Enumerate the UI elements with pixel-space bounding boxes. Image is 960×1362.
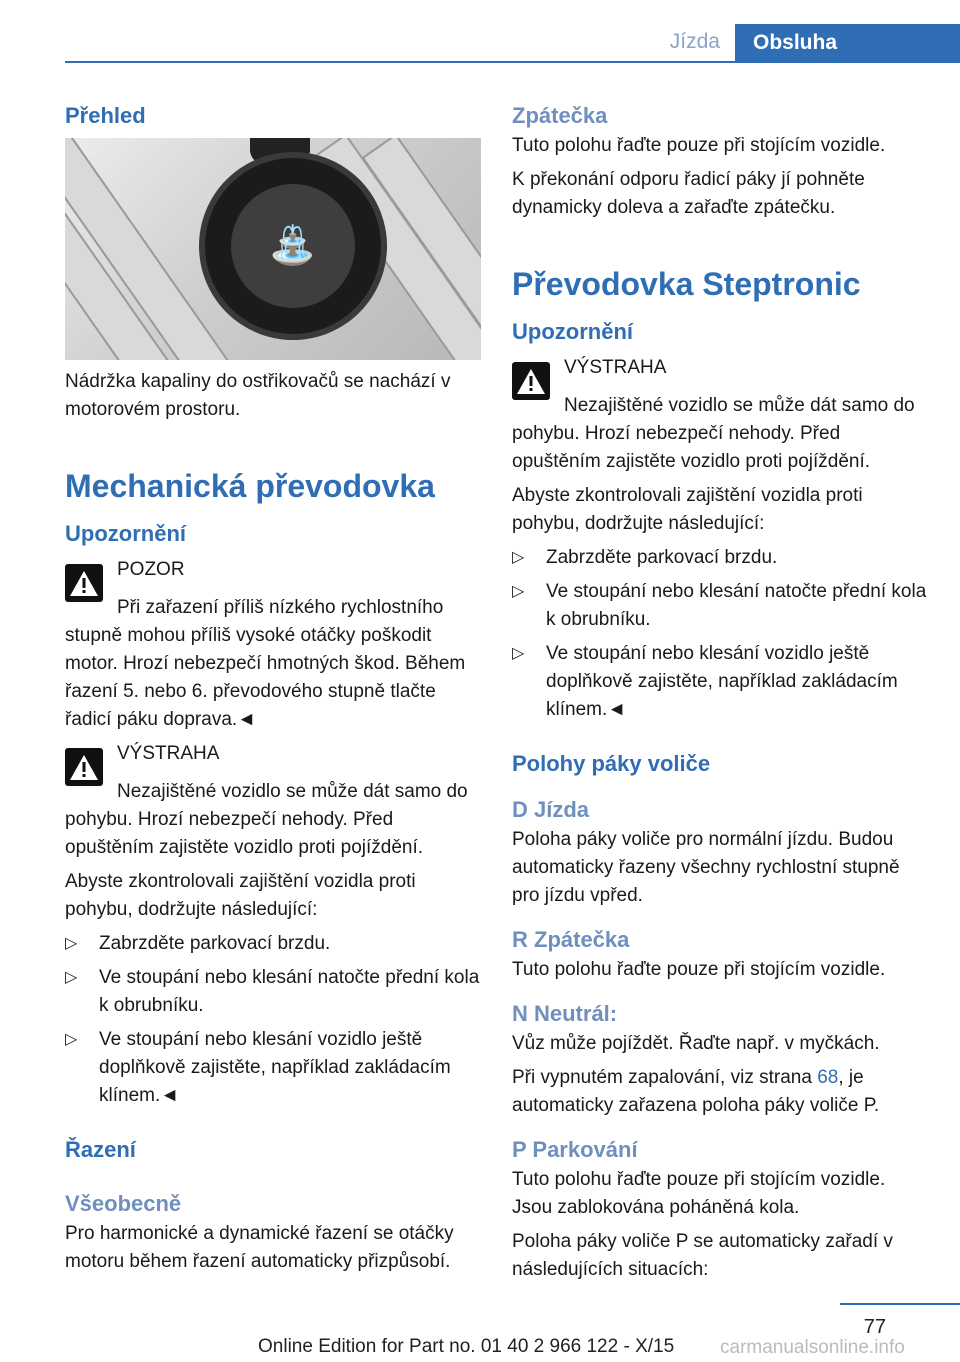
list-item: ▷ Ve stoupání nebo klesání vozidlo ještě doplňkově zajistěte, například zakládacím klínem.◄ <box>512 640 928 724</box>
warning-triangle-icon <box>65 748 103 786</box>
warning-title: VÝSTRAHA <box>564 357 667 378</box>
bullet-list <box>65 930 481 1110</box>
heading-zpatecka: Zpátečka <box>512 103 608 128</box>
washer-reservoir-photo <box>65 138 481 360</box>
heading-upozorneni-2: Upozornění <box>512 319 633 344</box>
heading-polohy: Polohy páky voliče <box>512 751 711 776</box>
heading-mechanicka: Mechanická převodovka <box>65 468 435 504</box>
para-zp2: K překonání odporu řadicí páky jí pohněte dynamicky doleva a zařaďte zpátečku. <box>512 169 865 218</box>
right-column <box>512 100 928 1290</box>
warning-title: POZOR <box>117 559 185 580</box>
warning-body: Při zařazení příliš nízkého rychlostního stupně mohou příliš vysoké otáčky poškodit motor. Hrozí nebezpečí hmotných škod. Během řazení 5. nebo 6. převodového stupně tlačte řadicí páku doprava.◄ <box>65 597 466 730</box>
triangle-bullet-icon: ▷ <box>512 583 525 600</box>
warning-title: VÝSTRAHA <box>117 743 220 764</box>
warning-body: Nezajištěné vozidlo se může dát samo do pohybu. Hrozí nebezpečí nehody. Před opuštěním zajistěte vozidlo proti pojíždění. <box>512 395 915 472</box>
watermark: carmanualsonline.info <box>720 1337 905 1358</box>
list-item: ▷ Ve stoupání nebo klesání vozidlo ještě doplňkově zajistěte, například zakládacím klínem.◄ <box>65 1026 481 1110</box>
triangle-bullet-icon: ▷ <box>65 1031 78 1048</box>
photo-caption: Nádržka kapaliny do ostřikovačů se nachází v motorovém prostoru. <box>65 371 451 420</box>
warning-triangle-icon <box>512 362 550 400</box>
triangle-bullet-icon: ▷ <box>512 645 525 662</box>
heading-steptronic: Převodovka Steptronic <box>512 266 861 302</box>
triangle-bullet-icon: ▷ <box>65 969 78 986</box>
para-p1: Tuto polohu řaďte pouze při stojícím vozidle. Jsou zablokována poháněná kola. <box>512 1169 886 1218</box>
cap-inner <box>231 184 355 308</box>
heading-d-jizda: D Jízda <box>512 797 590 822</box>
left-column <box>65 100 481 1282</box>
heading-p-parkovani: P Parkování <box>512 1137 638 1162</box>
footer-rule <box>840 1303 960 1305</box>
heading-vseobecne: Všeobecně <box>65 1191 182 1216</box>
list-item: ▷ Zabrzděte parkovací brzdu. <box>65 930 481 958</box>
triangle-bullet-icon: ▷ <box>512 549 525 566</box>
heading-upozorneni: Upozornění <box>65 521 186 546</box>
para-abyste-2: Abyste zkontrolovali zajištění vozidla proti pohybu, dodržujte následující: <box>512 485 863 534</box>
warning-body: Nezajištěné vozidlo se může dát samo do pohybu. Hrozí nebezpečí nehody. Před opuštěním zajistěte vozidlo proti pojíždění. <box>65 781 468 858</box>
list-item: ▷ Ve stoupání nebo klesání natočte přední kola k obrubníku. <box>512 578 928 634</box>
heading-razeni: Řazení <box>65 1137 136 1162</box>
para-n1: Vůz může pojíždět. Řaďte např. v myčkách. <box>512 1033 880 1054</box>
list-item: ▷ Zabrzděte parkovací brzdu. <box>512 544 928 572</box>
tab-jizda[interactable]: Jízda <box>669 30 720 53</box>
edition-text: Online Edition for Part no. 01 40 2 966 122 - X/15 <box>258 1336 675 1357</box>
triangle-bullet-icon: ▷ <box>65 935 78 952</box>
tab-obsluha[interactable]: Obsluha <box>735 24 960 62</box>
para-r: Tuto polohu řaďte pouze při stojícím vozidle. <box>512 959 886 980</box>
page-link-68[interactable]: 68 <box>817 1067 839 1088</box>
reservoir-cap <box>205 158 381 334</box>
para-abyste: Abyste zkontrolovali zajištění vozidla proti pohybu, dodržujte následující: <box>65 871 416 920</box>
page-header <box>65 24 960 62</box>
para-zp1: Tuto polohu řaďte pouze při stojícím vozidle. <box>512 135 886 156</box>
para-n2: Při vypnutém zapalování, viz strana 68, je automaticky zařazena poloha páky voliče P. <box>512 1067 880 1116</box>
para-p2: Poloha páky voliče P se automaticky zařadí v následujících situacích: <box>512 1231 893 1280</box>
heading-n-neutral: N Neutrál: <box>512 1001 618 1026</box>
heading-prehled: Přehled <box>65 103 146 128</box>
para-d: Poloha páky voliče pro normální jízdu. Budou automaticky řazeny všechny rychlostní stupně pro jízdu vpřed. <box>512 829 900 906</box>
page-number: 77 <box>863 1316 886 1338</box>
warning-triangle-icon <box>65 564 103 602</box>
washer-symbol-icon: ⛲ <box>269 225 317 267</box>
list-item: ▷ Ve stoupání nebo klesání natočte přední kola k obrubníku. <box>65 964 481 1020</box>
heading-r-zpatecka: R Zpátečka <box>512 927 630 952</box>
para-vseobecne: Pro harmonické a dynamické řazení se otáčky motoru během řazení automaticky přizpůsobí. <box>65 1223 454 1272</box>
bullet-list <box>512 544 928 724</box>
